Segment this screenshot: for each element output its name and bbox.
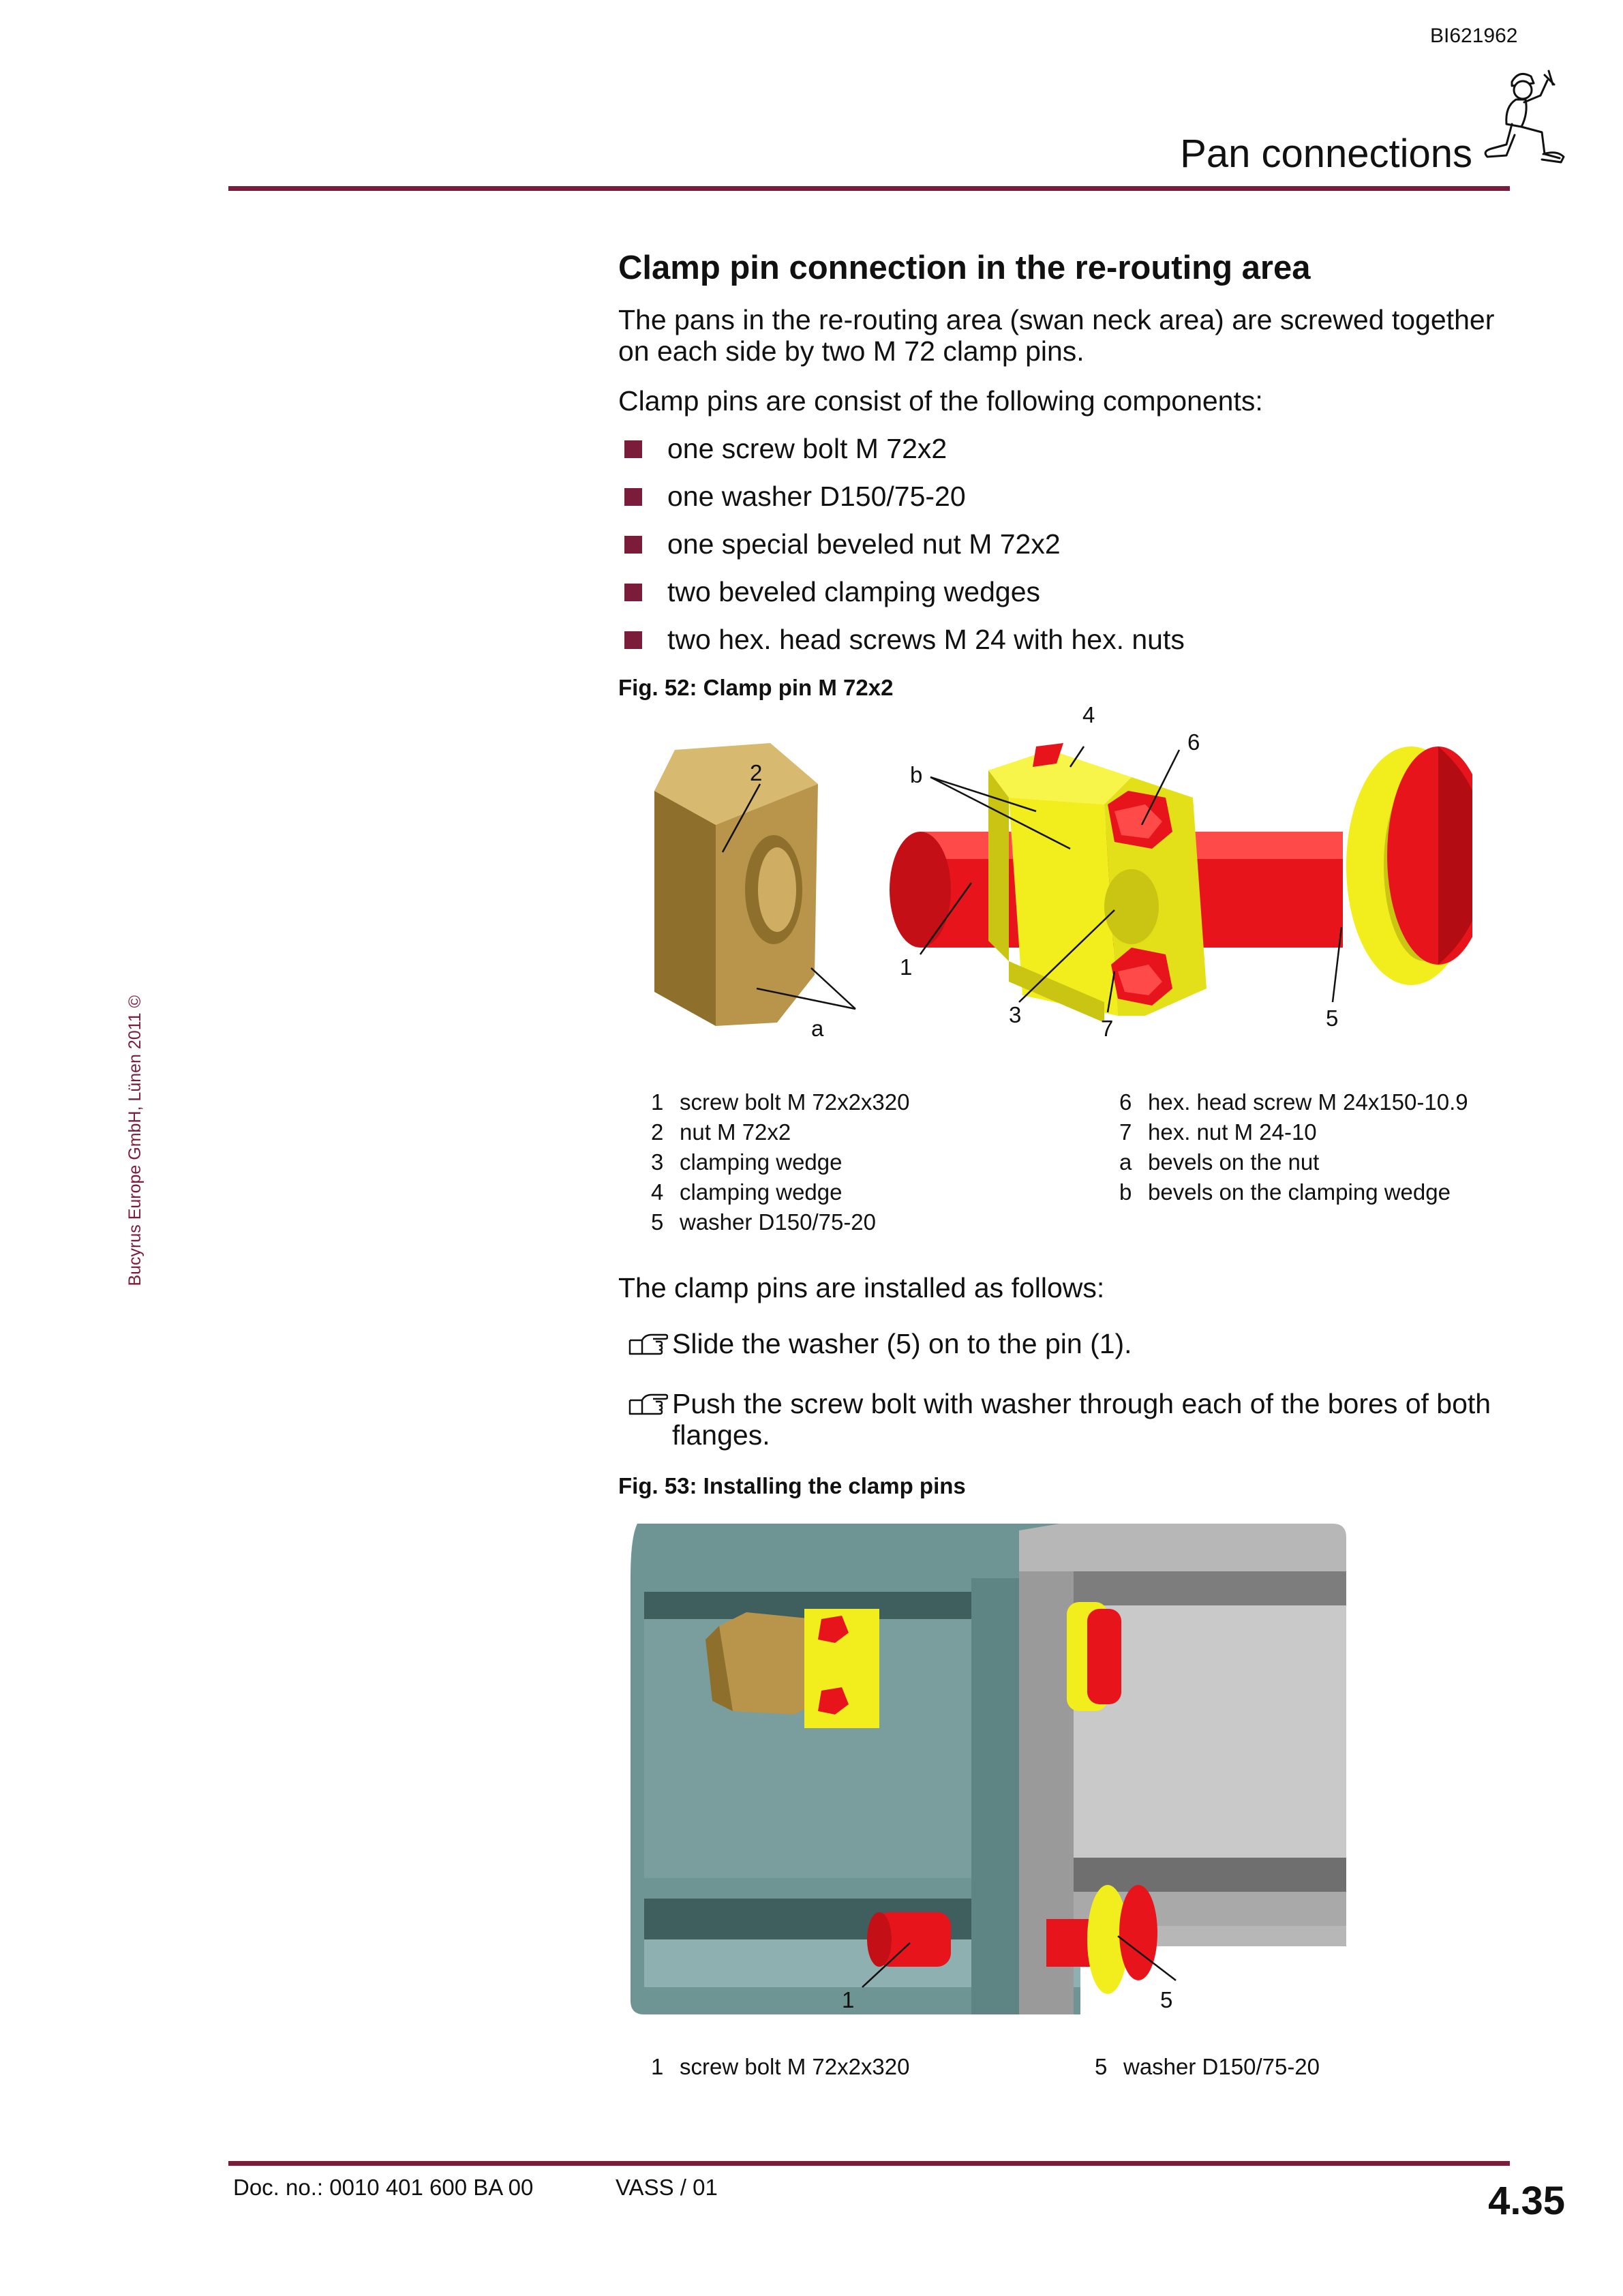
callout-label: 1 [900,954,913,980]
footer-rule [228,2161,1510,2166]
legend-text: screw bolt M 72x2x320 [680,2054,910,2079]
pointing-hand-icon [627,1331,668,1358]
worker-mascot-icon [1478,61,1573,177]
bullet-icon [624,584,642,601]
list-item-text: two beveled clamping wedges [667,576,1040,607]
document-number: Doc. no.: 0010 401 600 BA 00 [233,2175,534,2200]
legend-number: 5 [651,1209,664,1235]
figure-legend-right [1119,1087,1468,1207]
list-item-text: one washer D150/75-20 [667,481,966,512]
document-version: VASS / 01 [616,2175,718,2200]
legend-number: 1 [651,2054,664,2079]
legend-item [1119,1147,1468,1177]
legend-number: 4 [651,1179,664,1205]
left-pan-illustration [631,1524,1080,2014]
legend-item [651,1147,910,1177]
bullet-icon [624,631,642,649]
callout-label: 1 [842,1987,855,2012]
clamp-pin-illustration [627,702,1472,1057]
callout-label: 6 [1187,729,1200,755]
section-title: Clamp pin connection in the re-routing area [618,250,1311,286]
legend-text: washer D150/75-20 [680,1209,877,1235]
legend-number: 2 [651,1119,664,1145]
instruction-step [627,1388,1506,1451]
legend-number: a [1119,1149,1132,1175]
legend-number: b [1119,1179,1132,1205]
bullet-icon [624,536,642,554]
legend-item [651,1207,910,1237]
document-id: BI621962 [1430,25,1518,47]
legend-item [651,1177,910,1207]
list-item [618,526,1185,574]
figure-legend-right [1095,2052,1320,2082]
installation-intro: The clamp pins are installed as follows: [618,1272,1105,1303]
callout-label: 7 [1101,1016,1114,1041]
pointing-hand-icon [627,1391,668,1418]
figure-legend-left [651,1087,910,1237]
callout-label: 3 [1009,1002,1022,1027]
figure-caption: Fig. 52: Clamp pin M 72x2 [618,675,894,700]
callout-label: 2 [750,760,763,785]
legend-item [1119,1117,1468,1147]
instruction-step [627,1328,1506,1359]
list-item-text: two hex. head screws M 24 with hex. nuts [667,624,1185,655]
bullet-icon [624,440,642,458]
list-item-text: one screw bolt M 72x2 [667,433,947,464]
list-item [618,574,1185,622]
intro-paragraph: The pans in the re-routing area (swan neck area) are screwed together on each side by two M 72 clamp pins. [618,304,1495,367]
legend-number: 7 [1119,1119,1132,1145]
bullet-icon [624,488,642,506]
legend-text: bevels on the nut [1148,1149,1320,1175]
components-intro: Clamp pins are consist of the following components: [618,385,1263,417]
legend-text: washer D150/75-20 [1123,2054,1320,2079]
legend-number: 5 [1095,2054,1108,2079]
list-item [618,431,1185,479]
legend-number: 3 [651,1149,664,1175]
legend-item [1119,1177,1468,1207]
clamping-wedges-illustration [988,743,1207,1023]
list-item [618,479,1185,526]
legend-text: clamping wedge [680,1179,843,1205]
legend-text: clamping wedge [680,1149,843,1175]
legend-text: bevels on the clamping wedge [1148,1179,1451,1205]
nut-illustration [654,743,818,1026]
step-text: Slide the washer (5) on to the pin (1). [672,1328,1132,1359]
legend-number: 6 [1119,1089,1132,1115]
figure-legend-left [651,2052,910,2082]
figure-caption: Fig. 53: Installing the clamp pins [618,1473,966,1498]
list-item-text: one special beveled nut M 72x2 [667,528,1061,560]
callout-label: 5 [1160,1987,1173,2012]
legend-number: 1 [651,1089,664,1115]
callout-label: a [811,1016,824,1041]
components-list [618,431,1185,669]
callout-label: b [910,762,923,787]
list-item [618,622,1185,669]
legend-item [651,1087,910,1117]
page-header-title: Pan connections [1180,132,1472,176]
callout-label: 5 [1326,1006,1339,1031]
page-number: 4.35 [1488,2179,1565,2223]
header-rule [228,186,1510,191]
legend-text: screw bolt M 72x2x320 [680,1089,910,1115]
legend-text: hex. head screw M 24x150-10.9 [1148,1089,1468,1115]
callout-label: 4 [1082,702,1095,727]
step-text: Push the screw bolt with washer through each of the bores of both flanges. [672,1388,1491,1451]
copyright-notice: Bucyrus Europe GmbH, Lünen 2011 © [125,995,145,1286]
installing-clamp-pins-illustration [617,1517,1367,2035]
legend-item [651,1117,910,1147]
legend-item [1119,1087,1468,1117]
legend-text: hex. nut M 24-10 [1148,1119,1317,1145]
legend-text: nut M 72x2 [680,1119,791,1145]
